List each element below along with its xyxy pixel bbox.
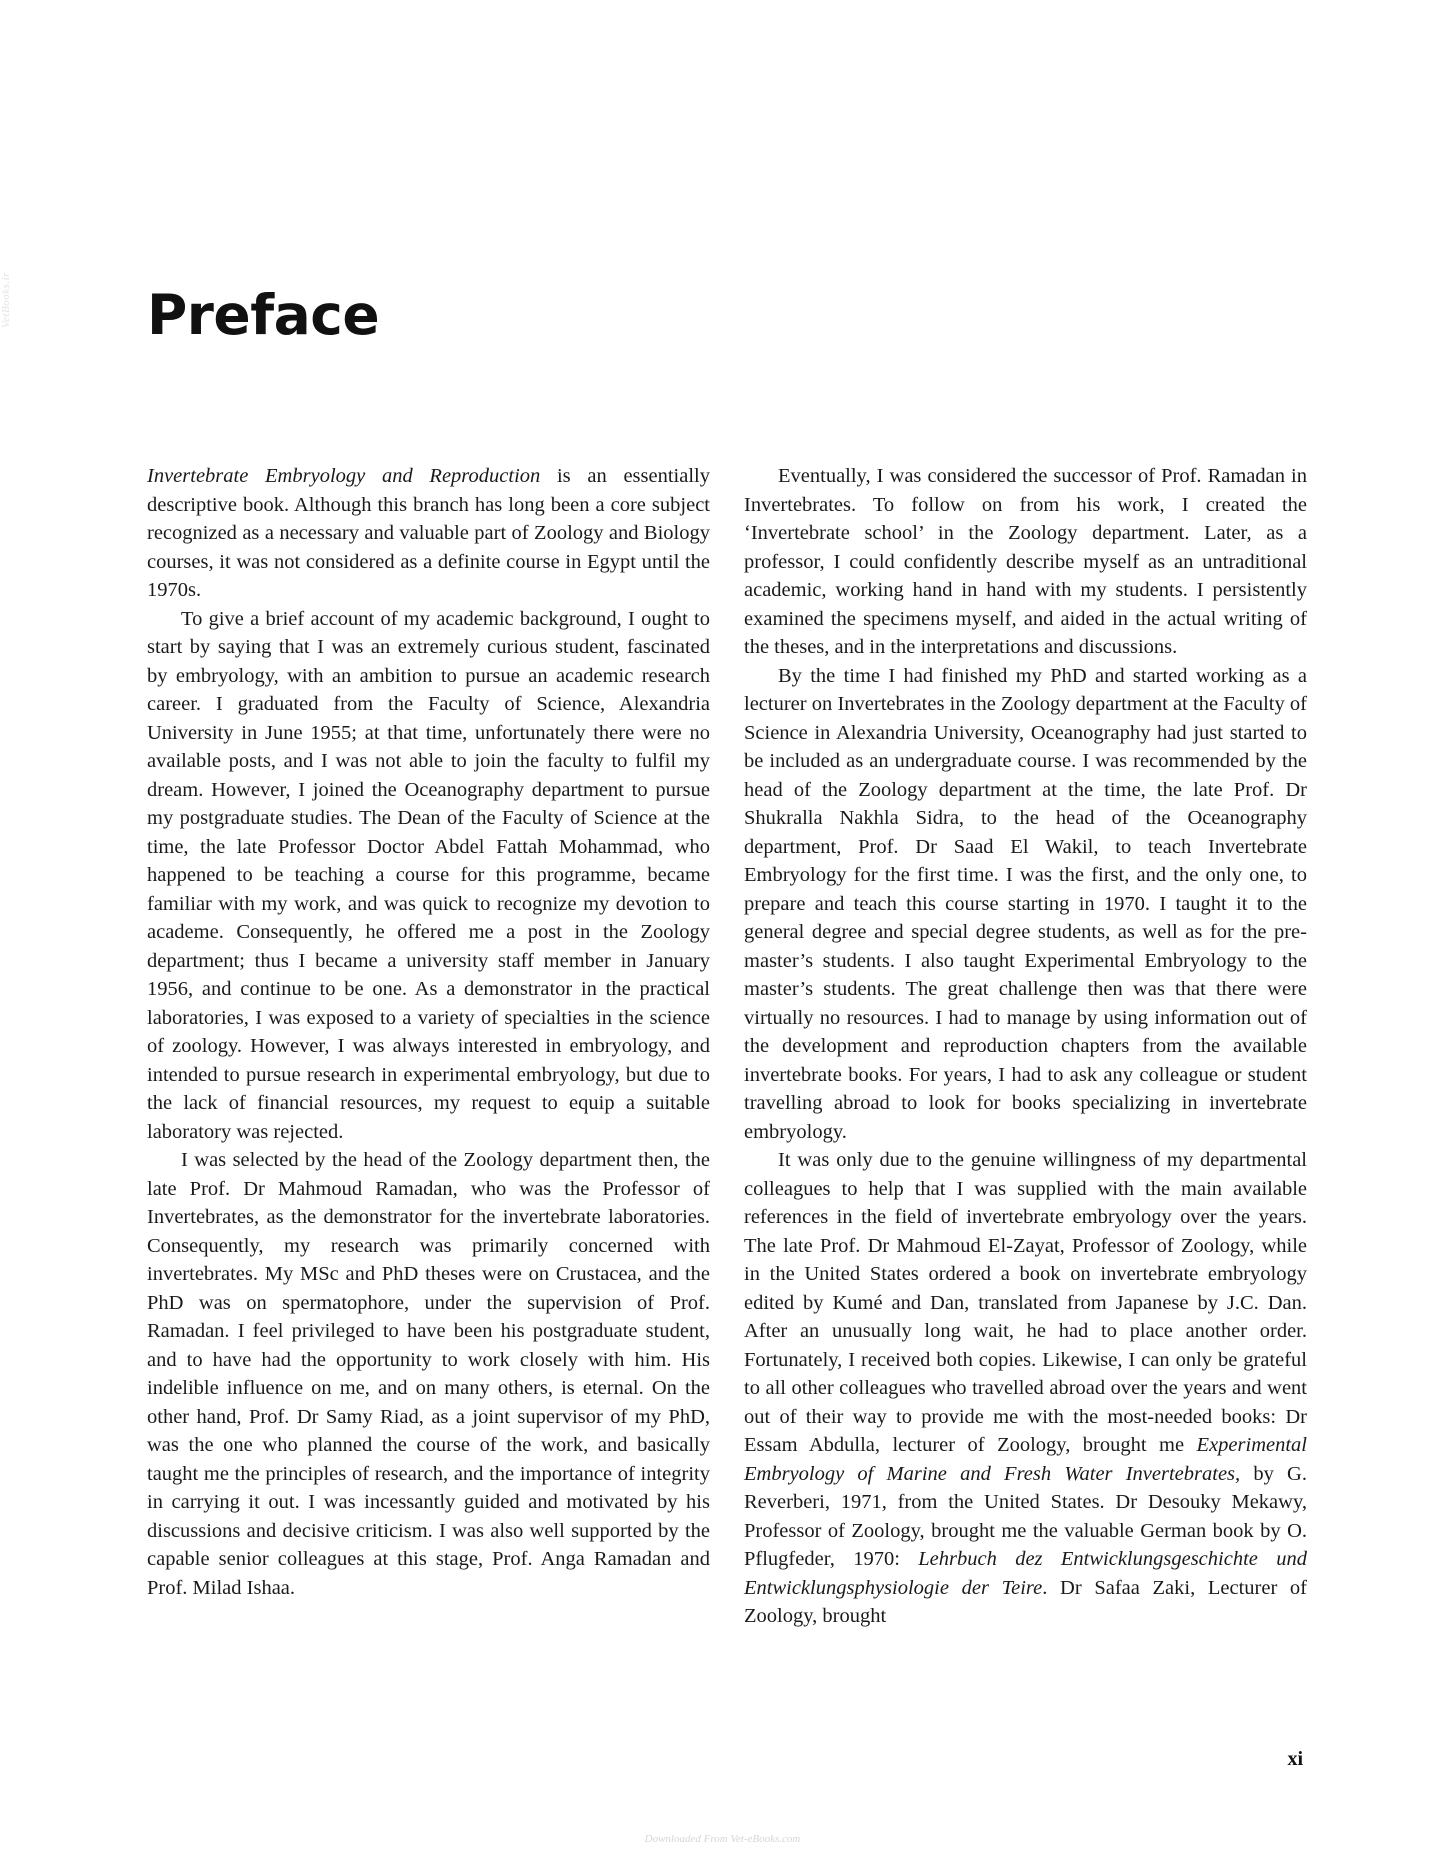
book-title-italic: Lehrbuch dez Entwicklungsgeschichte und Entwicklungsphysiologie der Teire xyxy=(744,1548,1307,1599)
paragraph-6 xyxy=(744,1146,1307,1631)
side-watermark: VetBooks.ir xyxy=(0,272,12,328)
right-text-column xyxy=(744,462,1307,1631)
paragraph-6-text-a: It was only due to the genuine willingness of my departmental colleagues to help that I was supplied with the main available references in the field of invertebrate embryology over the years. The late Prof. Dr Mahmoud El-Zayat, Professor of Zoology, while in the United States ordered a book on invertebrate embryology edited by Kumé and Dan, translated from Japanese by J.C. Dan. After an unusually long wait, he had to place another order. Fortunately, I received both copies. Likewise, I can only be grateful to all other colleagues who travelled abroad over the years and went out of their way to provide me with the most-needed books: Dr Essam Abdulla, lecturer of Zoology, brought me xyxy=(744,1149,1307,1456)
page-number: xi xyxy=(1287,1748,1303,1770)
paragraph-6-text-c: . Dr Safaa Zaki, Lecturer of Zoology, brought xyxy=(744,1576,1307,1627)
paragraph-2: To give a brief account of my academic background, I ought to start by saying that I was an extremely curious student, fascinated by embryology, with an ambition to pursue an academic research career. I graduated from the Faculty of Science, Alexandria University in June 1955; at that time, unfortunately there were no available posts, and I was not able to join the faculty to fulfil my dream. However, I joined the Oceanography department to pursue my postgraduate studies. The Dean of the Faculty of Science at the time, the late Professor Doctor Abdel Fattah Mohammad, who happened to be teaching a course for this programme, became familiar with my work, and was quick to recognize my devotion to academe. Consequently, he offered me a post in the Zoology department; thus I became a university staff member in January 1956, and continue to be one. As a demonstrator in the practical laboratories, I was exposed to a variety of specialties in the science of zoology. However, I was always interested in embryology, and intended to pursue research in experimental embryology, but due to the lack of financial resources, my request to equip a suitable laboratory was rejected. xyxy=(147,607,710,1143)
left-text-column xyxy=(147,462,710,1602)
book-title-italic: Invertebrate Embryology and Reproduction xyxy=(147,465,541,487)
paragraph-3: I was selected by the head of the Zoology department then, the late Prof. Dr Mahmoud Ramadan, who was the Professor of Invertebrates, as the demonstrator for the invertebrate laboratories. Consequently, my research was primarily concerned with invertebrates. My MSc and PhD theses were on Crustacea, and the PhD was on spermatophore, under the supervision of Prof. Ramadan. I feel privileged to have been his postgraduate student, and to have had the opportunity to work closely with him. His indelible influence on me, and on many others, is eternal. On the other hand, Prof. Dr Samy Riad, as a joint supervisor of my PhD, was the one who planned the course of the work, and basically taught me the principles of research, and the importance of integrity in carrying it out. I was incessantly guided and motivated by his discussions and decisive criticism. I was also well supported by the capable senior colleagues at this stage, Prof. Anga Ramadan and Prof. Milad Ishaa. xyxy=(147,1149,710,1599)
book-title-italic: Experimental Embryology of Marine and Fresh Water Invertebrates, xyxy=(744,1434,1307,1485)
paragraph-6-text-b: by G. Reverberi, 1971, from the United States. Dr Desouky Mekawy, Professor of Zoology, brought me the valuable German book by O. Pflugfeder, 1970: xyxy=(744,1462,1307,1570)
paragraph-4: Eventually, I was considered the successor of Prof. Ramadan in Invertebrates. To follow on from his work, I created the ‘Invertebrate school’ in the Zoology department. Later, as a professor, I could confidently describe myself as an untraditional academic, working hand in hand with my students. I persistently examined the specimens myself, and aided in the actual writing of the theses, and in the interpretations and discussions. xyxy=(744,465,1307,658)
paragraph-1-text: is an essentially descriptive book. Although this branch has long been a core subject recognized as a necessary and valuable part of Zoology and Biology courses, it was not considered as a definite course in Egypt until the 1970s. xyxy=(147,465,710,601)
paragraph-1 xyxy=(147,462,710,605)
footer-watermark: Downloaded From Vet-eBooks.com xyxy=(644,1833,801,1845)
paragraph-5: By the time I had finished my PhD and started working as a lecturer on Invertebrates in the Zoology department at the Faculty of Science in Alexandria University, Oceanography had just started to be included as an undergraduate course. I was recommended by the head of the Zoology department at the time, the late Prof. Dr Shukralla Nakhla Sidra, to the head of the Oceanography department, Prof. Dr Saad El Wakil, to teach Invertebrate Embryology for the first time. I was the first, and the only one, to prepare and teach this course starting in 1970. I taught it to the general degree and special degree students, as well as for the pre-master’s students. I also taught Experimental Embryology to the master’s students. The great challenge then was that there were virtually no resources. I had to manage by using information out of the development and reproduction chapters from the available invertebrate books. For years, I had to ask any colleague or student travelling abroad to look for books specializing in invertebrate embryology. xyxy=(744,664,1307,1143)
page-title: Preface xyxy=(147,283,380,347)
